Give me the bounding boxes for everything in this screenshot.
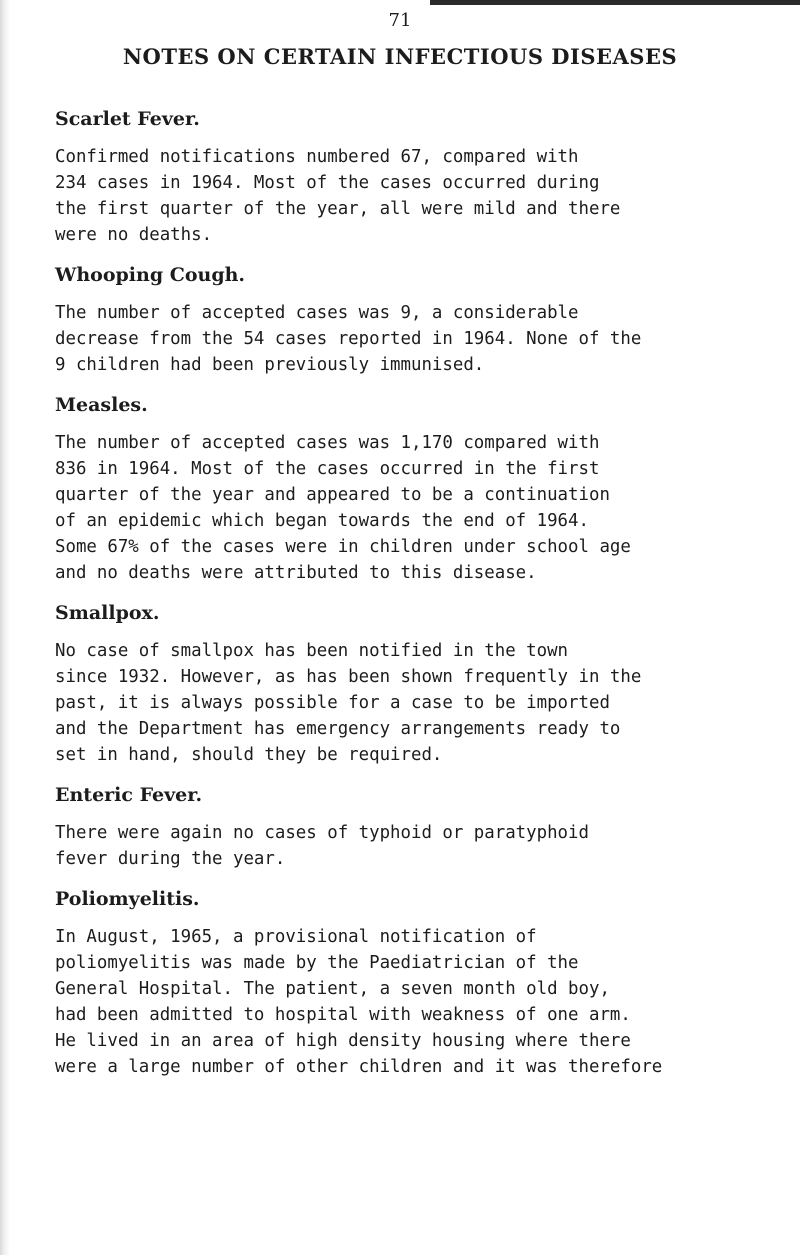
paragraph-line: 9 children had been previously immunised. xyxy=(55,355,485,375)
paragraph-line: of an epidemic which began towards the end of 1964. xyxy=(55,511,589,531)
paragraph-line: the first quarter of the year, all were mild and there xyxy=(55,199,621,219)
document-body xyxy=(55,108,755,1096)
paragraph-line: 234 cases in 1964. Most of the cases occurred during xyxy=(55,173,600,193)
section-paragraph xyxy=(55,300,755,378)
section xyxy=(55,108,755,248)
paragraph-line: decrease from the 54 cases reported in 1964. None of the xyxy=(55,329,642,349)
paragraph-line: and the Department has emergency arrangements ready to xyxy=(55,719,621,739)
paragraph-line: since 1932. However, as has been shown frequently in the xyxy=(55,667,642,687)
top-border-rule xyxy=(430,0,800,5)
section-heading: Scarlet Fever. xyxy=(55,108,200,130)
page-number: 71 xyxy=(388,10,412,31)
section-paragraph xyxy=(55,144,755,248)
section-heading: Poliomyelitis. xyxy=(55,888,200,910)
section xyxy=(55,602,755,768)
paragraph-line: The number of accepted cases was 1,170 compared with xyxy=(55,433,600,453)
section-heading: Measles. xyxy=(55,394,148,416)
paragraph-line: poliomyelitis was made by the Paediatrician of the xyxy=(55,953,579,973)
paragraph-line: were no deaths. xyxy=(55,225,213,245)
section-heading: Whooping Cough. xyxy=(55,264,246,286)
paragraph-line: General Hospital. The patient, a seven month old boy, xyxy=(55,979,610,999)
paragraph-line: He lived in an area of high density housing where there xyxy=(55,1031,631,1051)
section-paragraph xyxy=(55,430,755,586)
paragraph-line: quarter of the year and appeared to be a continuation xyxy=(55,485,610,505)
paragraph-line: The number of accepted cases was 9, a considerable xyxy=(55,303,579,323)
section-paragraph xyxy=(55,820,755,872)
paragraph-line: Confirmed notifications numbered 67, compared with xyxy=(55,147,579,167)
section-heading: Enteric Fever. xyxy=(55,784,203,806)
paragraph-line: and no deaths were attributed to this disease. xyxy=(55,563,537,583)
paragraph-line: Some 67% of the cases were in children under school age xyxy=(55,537,631,557)
section-heading: Smallpox. xyxy=(55,602,160,624)
paragraph-line: had been admitted to hospital with weakness of one arm. xyxy=(55,1005,631,1025)
section xyxy=(55,784,755,872)
section-paragraph xyxy=(55,924,755,1080)
paragraph-line: set in hand, should they be required. xyxy=(55,745,443,765)
section xyxy=(55,264,755,378)
section xyxy=(55,888,755,1080)
section xyxy=(55,394,755,586)
paragraph-line: No case of smallpox has been notified in the town xyxy=(55,641,569,661)
paragraph-line: fever during the year. xyxy=(55,849,286,869)
page-title: NOTES ON CERTAIN INFECTIOUS DISEASES xyxy=(122,44,678,69)
paragraph-line: 836 in 1964. Most of the cases occurred in the first xyxy=(55,459,600,479)
paragraph-line: past, it is always possible for a case to be imported xyxy=(55,693,610,713)
section-paragraph xyxy=(55,638,755,768)
paragraph-line: In August, 1965, a provisional notification of xyxy=(55,927,537,947)
paragraph-line: were a large number of other children and it was therefore xyxy=(55,1057,663,1077)
paragraph-line: There were again no cases of typhoid or paratyphoid xyxy=(55,823,589,843)
